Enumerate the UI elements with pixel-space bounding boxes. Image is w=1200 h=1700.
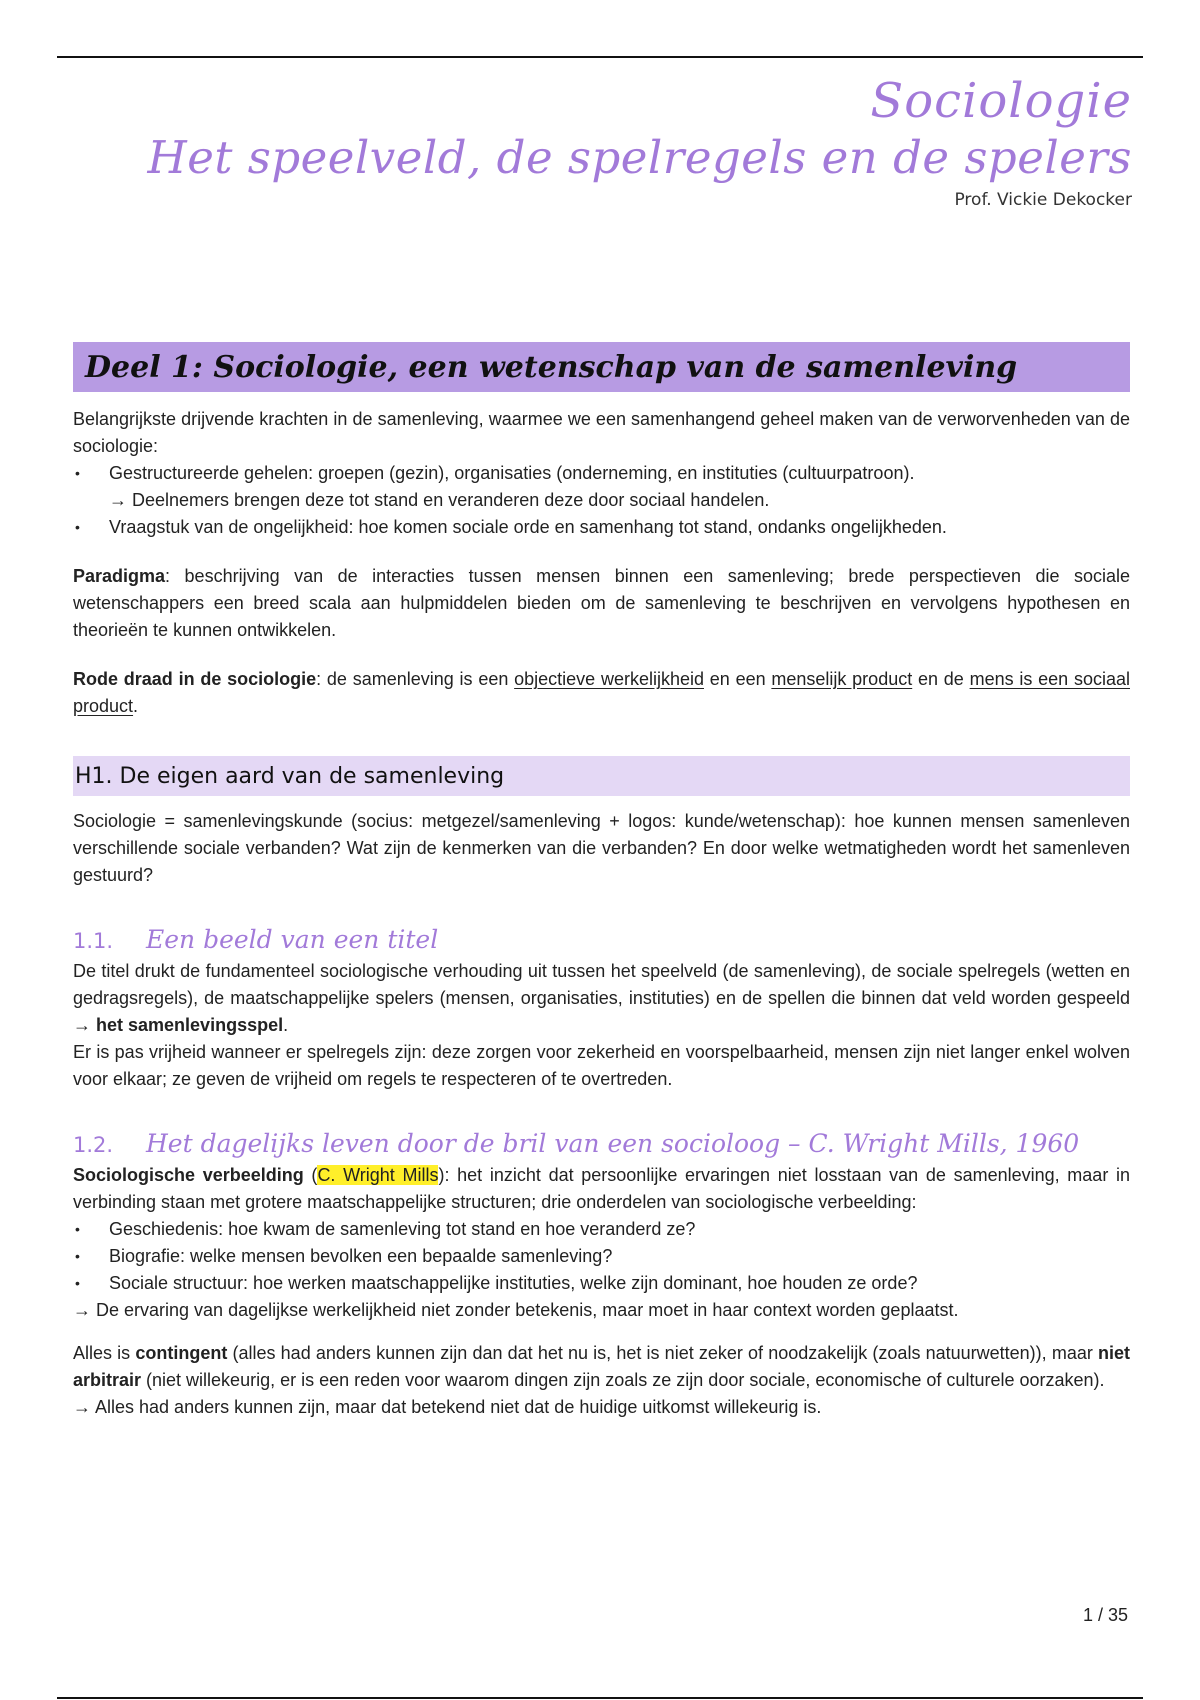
section-heading-1-2 (73, 1129, 1130, 1158)
text-run: ( (303, 1165, 318, 1185)
chapter-heading: H1. De eigen aard van de samenleving (73, 756, 1130, 796)
text-run: . (133, 696, 139, 716)
section-paragraph (73, 958, 1130, 1039)
section-heading-1-1 (73, 925, 1130, 954)
text-run: en een (704, 669, 772, 689)
list-item: • Vraagstuk van de ongelijkheid: hoe komen sociale orde en samenhang tot stand, ondanks ongelijkheden. (73, 514, 1130, 541)
list-item: • Gestructureerde gehelen: groepen (gezin), organisaties (onderneming, en instituties (cultuurpatroon). (73, 460, 1130, 487)
forces-list (73, 460, 1130, 487)
underlined-term: mens is een sociaal product (73, 669, 1130, 716)
section-number: 1.2. (73, 1133, 114, 1157)
bold-term: Sociologische verbeelding (73, 1165, 304, 1185)
contingent-paragraph (73, 1340, 1130, 1394)
arrow-note: → Alles had anders kunnen zijn, maar dat betekend niet dat de huidige uitkomst willekeurig is. (73, 1397, 822, 1417)
forces-list-2 (73, 514, 1130, 541)
text-run: en de (912, 669, 970, 689)
text-run: (niet willekeurig, er is een reden voor waarom dingen zijn zoals ze zijn door sociale, economische of culturele oorzaken). (141, 1370, 1105, 1390)
verbeelding-list (73, 1216, 1130, 1297)
highlighted-name: C. Wright Mills (317, 1165, 439, 1185)
list-item: • Geschiedenis: hoe kwam de samenleving tot stand en hoe veranderd ze? (73, 1216, 1130, 1243)
text-run: : de samenleving is een (316, 669, 515, 689)
underlined-term: menselijk product (771, 669, 913, 689)
document-subtitle: Het speelveld, de spelregels en de spelers (147, 131, 1132, 185)
part-heading: Deel 1: Sociologie, een wetenschap van de samenleving (73, 342, 1130, 392)
title-block (147, 73, 1132, 210)
document-body (73, 342, 1130, 1421)
section-paragraph: Er is pas vrijheid wanneer er spelregels zijn: deze zorgen voor zekerheid en voorspelbaarheid, mensen zijn niet langer enkel wolven voor elkaar; ze geven de vrijheid om regels te respecteren of te overtreden. (73, 1042, 1130, 1089)
chapter-intro: Sociologie = samenlevingskunde (socius: metgezel/samenleving + logos: kunde/wetenschap): hoe kunnen mensen samenleven verschillende sociale verbanden? Wat zijn de kenmerken van die verbanden? En door welke wetmatigheden wordt het samenleven gestuurd? (73, 811, 1130, 885)
bold-term: niet arbitrair (73, 1343, 1131, 1390)
rode-draad-term: Rode draad in de sociologie (73, 669, 317, 689)
bold-term: contingent (135, 1343, 228, 1363)
section-title: Een beeld van een titel (146, 925, 439, 954)
author: Prof. Vickie Dekocker (954, 189, 1132, 210)
page-number: 1 / 35 (1082, 1605, 1128, 1625)
paradigma-text: : beschrijving van de interacties tussen mensen binnen een samenleving; brede perspectieven die sociale wetenschappers een breed scala aan hulpmiddelen bieden om de samenleving te beschrijven en vervolgens hypothesen en theorieën te kunnen ontwikkelen. (73, 566, 1130, 640)
underlined-term: objectieve werkelijkheid (514, 669, 704, 689)
text-run: De titel drukt de fundamenteel sociologische verhouding uit tussen het speelveld (de samenleving), de sociale spelregels (wetten en gedragsregels), de maatschappelijke spelers (mensen, organisaties, instituties) en de spellen die binnen dat veld worden gespeeld → (73, 961, 1130, 1035)
text-run: ): het inzicht dat persoonlijke ervaringen niet losstaan van de samenleving, maar in verbinding staan met grotere maatschappelijke structuren; drie onderdelen van sociologische verbeelding: (73, 1165, 1131, 1212)
bold-term: het samenlevingsspel (96, 1015, 284, 1035)
verbeelding-paragraph (73, 1162, 1130, 1216)
list-item: • Biografie: welke mensen bevolken een bepaalde samenleving? (73, 1243, 1130, 1270)
text-run: (alles had anders kunnen zijn dan dat het nu is, het is niet zeker of noodzakelijk (zoals natuurwetten)), maar (227, 1343, 1098, 1363)
bottom-rule (57, 1697, 1143, 1699)
list-item: • Sociale structuur: hoe werken maatschappelijke instituties, welke zijn dominant, hoe houden ze orde? (73, 1270, 1130, 1297)
list-item-subnote: → Deelnemers brengen deze tot stand en veranderen deze door sociaal handelen. (109, 490, 770, 510)
arrow-note: → De ervaring van dagelijkse werkelijkheid niet zonder betekenis, maar moet in haar context worden geplaatst. (73, 1300, 959, 1320)
text-run: . (283, 1015, 289, 1035)
section-title: Het dagelijks leven door de bril van een socioloog – C. Wright Mills, 1960 (146, 1129, 1080, 1158)
paradigma-term: Paradigma (73, 566, 166, 586)
part-intro: Belangrijkste drijvende krachten in de samenleving, waarmee we een samenhangend geheel maken van de verworvenheden van de sociologie: (73, 409, 1130, 456)
top-rule (57, 56, 1143, 58)
text-run: Alles is (73, 1343, 136, 1363)
section-number: 1.1. (73, 929, 114, 953)
paradigma-paragraph (73, 563, 1130, 644)
rode-draad-paragraph (73, 666, 1130, 720)
document-title: Sociologie (870, 73, 1132, 129)
